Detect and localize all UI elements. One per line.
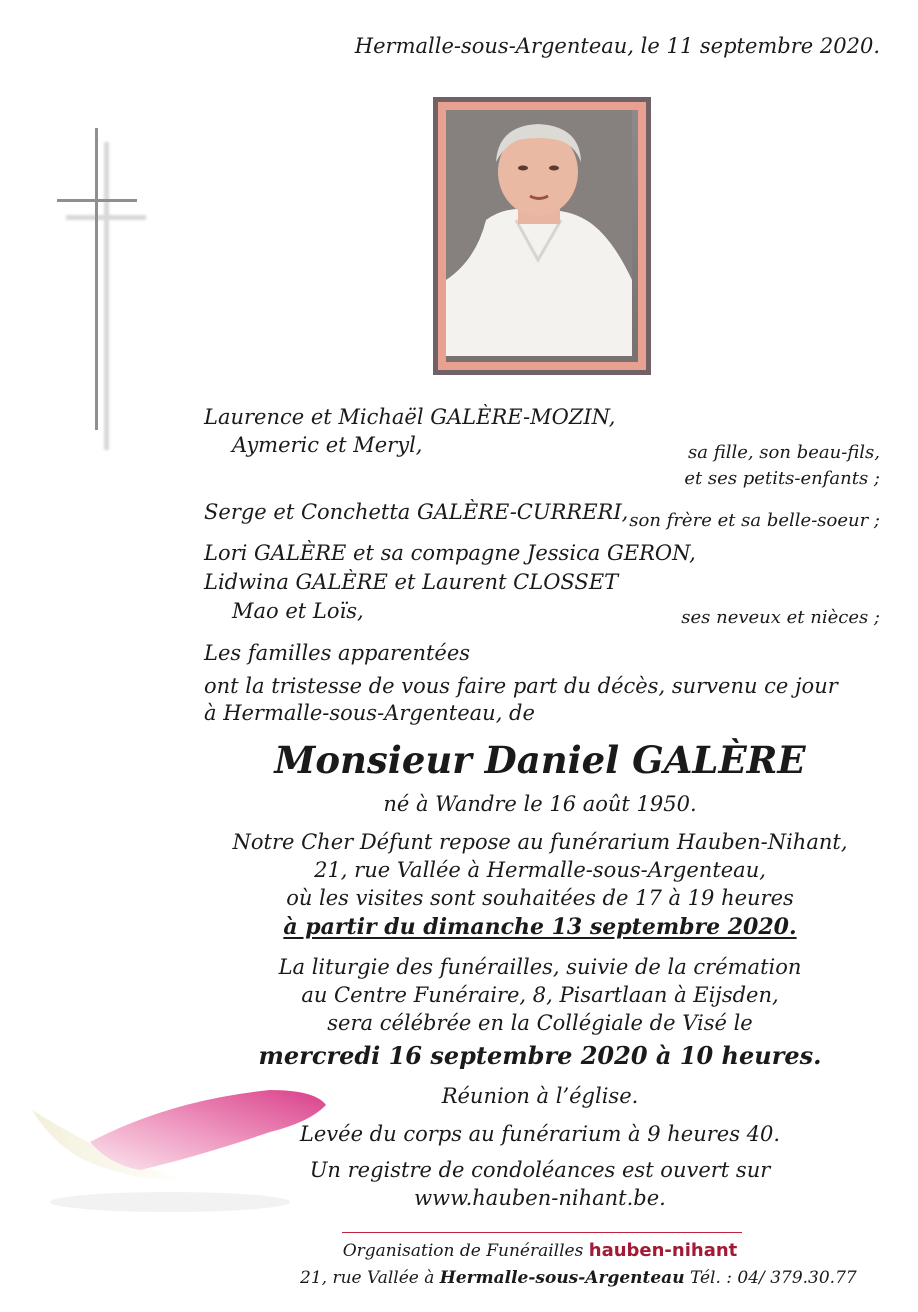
relation-line: ses neveux et nièces ; xyxy=(681,607,880,628)
brand-logo: hauben-nihant xyxy=(588,1240,738,1261)
address-city: Hermalle-sous-Argenteau xyxy=(439,1268,685,1288)
visitation-line: 21, rue Vallée à Hermalle-sous-Argenteau, xyxy=(314,858,766,882)
family-group-2 xyxy=(204,498,628,526)
footer-divider xyxy=(342,1232,742,1233)
funeral-line: Levée du corps au funérarium à 9 heures 40. xyxy=(299,1122,781,1146)
family-line: Laurence et Michaël GALÈRE-MOZIN, xyxy=(204,405,616,429)
visitation-start-date: à partir du dimanche 13 septembre 2020. xyxy=(283,914,797,940)
family-group-3 xyxy=(204,539,696,626)
family-line: Lidwina GALÈRE et Laurent CLOSSET xyxy=(204,570,619,594)
relation-1 xyxy=(684,440,880,492)
place-date: Hermalle-sous-Argenteau, le 11 septembre 2020. xyxy=(354,34,880,58)
family-line: Aymeric et Meryl, xyxy=(232,433,423,457)
relation-2 xyxy=(629,508,880,534)
funeral-line: Réunion à l’église. xyxy=(441,1084,639,1108)
deceased-name: Monsieur Daniel GALÈRE xyxy=(274,738,806,782)
relation-3 xyxy=(681,605,880,631)
visitation-line: où les visites sont souhaitées de 17 à 19 heures xyxy=(286,886,794,910)
org-label: Organisation de Funérailles xyxy=(342,1241,584,1261)
address-prefix: 21, rue Vallée à xyxy=(300,1268,435,1288)
website-link[interactable]: www.hauben-nihant.be. xyxy=(414,1186,666,1210)
footer-address xyxy=(300,1268,857,1288)
funeral-date: mercredi 16 septembre 2020 à 10 heures. xyxy=(258,1041,822,1070)
funeral-line: sera célébrée en la Collégiale de Visé le xyxy=(327,1011,753,1035)
family-line: Mao et Loïs, xyxy=(232,599,364,623)
announcement xyxy=(204,637,838,730)
birth-info: né à Wandre le 16 août 1950. xyxy=(383,792,697,816)
phone-number: Tél. : 04/ 379.30.77 xyxy=(689,1268,857,1288)
relation-line: son frère et sa belle-soeur ; xyxy=(629,510,880,531)
family-line: Lori GALÈRE et sa compagne Jessica GERON, xyxy=(204,541,696,565)
portrait-photo xyxy=(433,97,651,375)
announce-line: à Hermalle-sous-Argenteau, de xyxy=(204,701,535,725)
family-group-1 xyxy=(204,403,615,459)
condolence-line: Un registre de condoléances est ouvert sur xyxy=(309,1158,771,1182)
announce-line: ont la tristesse de vous faire part du décès, survenu ce jour xyxy=(204,674,838,698)
lotus-petal-icon xyxy=(20,1070,340,1220)
funeral-line: au Centre Funéraire, 8, Pisartlaan à Eijsden, xyxy=(301,983,779,1007)
visitation-line: Notre Cher Défunt repose au funérarium Hauben-Nihant, xyxy=(232,830,848,854)
family-line: Serge et Conchetta GALÈRE-CURRERI, xyxy=(204,500,629,524)
relation-line: et ses petits-enfants ; xyxy=(684,468,880,489)
relation-line: sa fille, son beau-fils, xyxy=(688,442,880,463)
footer-organisation xyxy=(300,1240,780,1261)
announce-line: Les familles apparentées xyxy=(204,641,471,665)
funeral-line: La liturgie des funérailles, suivie de la crémation xyxy=(278,955,802,979)
